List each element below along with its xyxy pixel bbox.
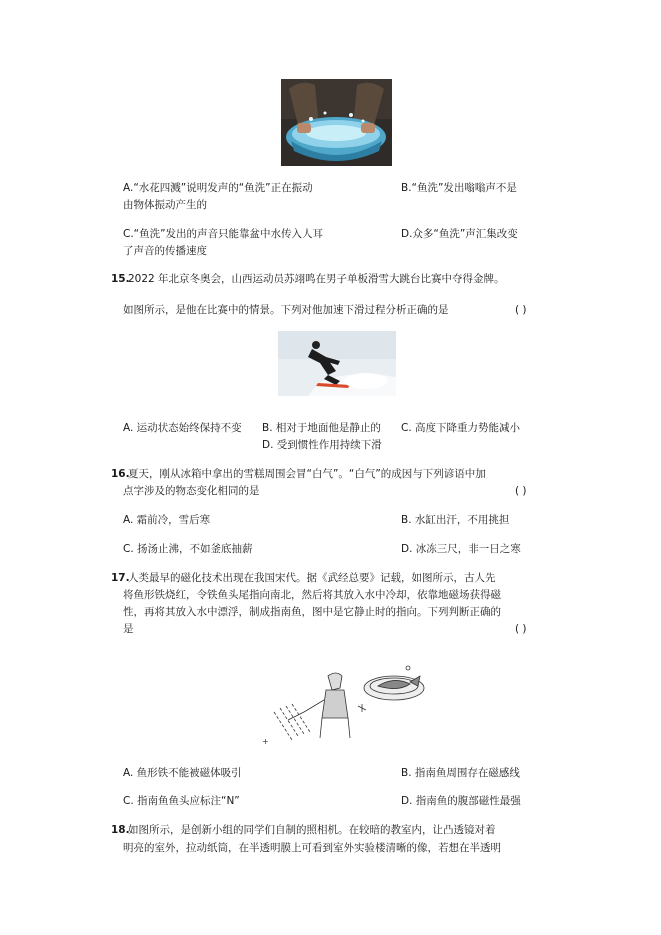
q17-option-c: C. 指南鱼鱼头应标注“N” — [123, 795, 240, 807]
q17-stem-line4: 是 — [123, 623, 134, 635]
q18-stem-line1: 如图所示，是创新小组的同学们自制的照相机。在较暗的教室内，让凸透镜对着 — [128, 824, 496, 836]
q17-stem-line1: 人类最早的磁化技术出现在我国宋代。据《武经总要》记载，如图所示，古人先 — [128, 572, 496, 584]
q15-option-c: C. 高度下降重力势能减小 — [401, 422, 521, 434]
q14-option-b: B.“鱼洗”发出嗡嗡声不是 — [401, 182, 517, 194]
q14-option-c-line1: C.“鱼洗”发出的声音只能靠盆中水传入人耳 — [123, 228, 324, 240]
q15-option-b: B. 相对于地面他是静止的 — [262, 422, 381, 434]
q16-stem-line2: 点字涉及的物态变化相同的是 — [123, 485, 260, 497]
q17-option-b: B. 指南鱼周围存在磁感线 — [401, 767, 520, 779]
q16-answer-paren: ( ) — [515, 485, 527, 497]
q16-number: 16. — [111, 468, 130, 480]
q14-option-c-line2: 了声音的传播速度 — [123, 245, 207, 257]
q18-number: 18. — [111, 824, 130, 836]
q15-option-a: A. 运动状态始终保持不变 — [123, 422, 242, 434]
q15-option-d: D. 受到惯性作用持续下滑 — [262, 439, 382, 451]
q15-stem-line1: 2022 年北京冬奥会，山西运动员苏翊鸣在男子单板滑雪大跳台比赛中夺得金牌。 — [128, 273, 505, 285]
q16-option-c: C. 扬汤止沸，不如釜底抽薪 — [123, 543, 253, 555]
q14-option-d: D.众多“鱼洗”声汇集改变 — [401, 228, 518, 240]
svg-text:+: + — [262, 737, 269, 745]
q16-option-a: A. 霜前冷，雪后寒 — [123, 514, 211, 526]
q16-option-b: B. 水缸出汗，不用挑担 — [401, 514, 510, 526]
q17-answer-paren: ( ) — [515, 623, 527, 635]
q17-number: 17. — [111, 572, 130, 584]
q15-answer-paren: ( ) — [515, 304, 527, 316]
q14-option-a-line1: A.“水花四溅”说明发声的“鱼洗”正在振动 — [123, 182, 313, 194]
q17-option-d: D. 指南鱼的腹部磁性最强 — [401, 795, 521, 807]
q18-stem-line2: 明亮的室外，拉动纸筒，在半透明膜上可看到室外实验楼清晰的像，若想在半透明 — [123, 842, 501, 854]
q14-option-a-line2: 由物体振动产生的 — [123, 199, 207, 211]
q15-stem-line2: 如图所示，是他在比赛中的情景。下列对他加速下滑过程分析正确的是 — [123, 304, 449, 316]
q17-option-a: A. 鱼形铁不能被磁体吸引 — [123, 767, 242, 779]
fish-basin-photo — [281, 79, 392, 166]
compass-fish-illustration — [258, 660, 438, 745]
q16-stem-line1: 夏天，刚从冰箱中拿出的雪糕周围会冒“白气”。“白气”的成因与下列谚语中加 — [128, 468, 486, 480]
snowboarder-photo — [278, 331, 396, 396]
q15-number: 15. — [111, 273, 130, 285]
q17-stem-line3: 性，再将其放入水中漂浮，制成指南鱼，图中是它静止时的指向。下列判断正确的 — [123, 606, 501, 618]
q16-option-d: D. 冰冻三尺，非一日之寒 — [401, 543, 521, 555]
q17-stem-line2: 将鱼形铁烧红，令铁鱼头尾指向南北，然后将其放入水中冷却，依靠地磁场获得磁 — [123, 589, 501, 601]
